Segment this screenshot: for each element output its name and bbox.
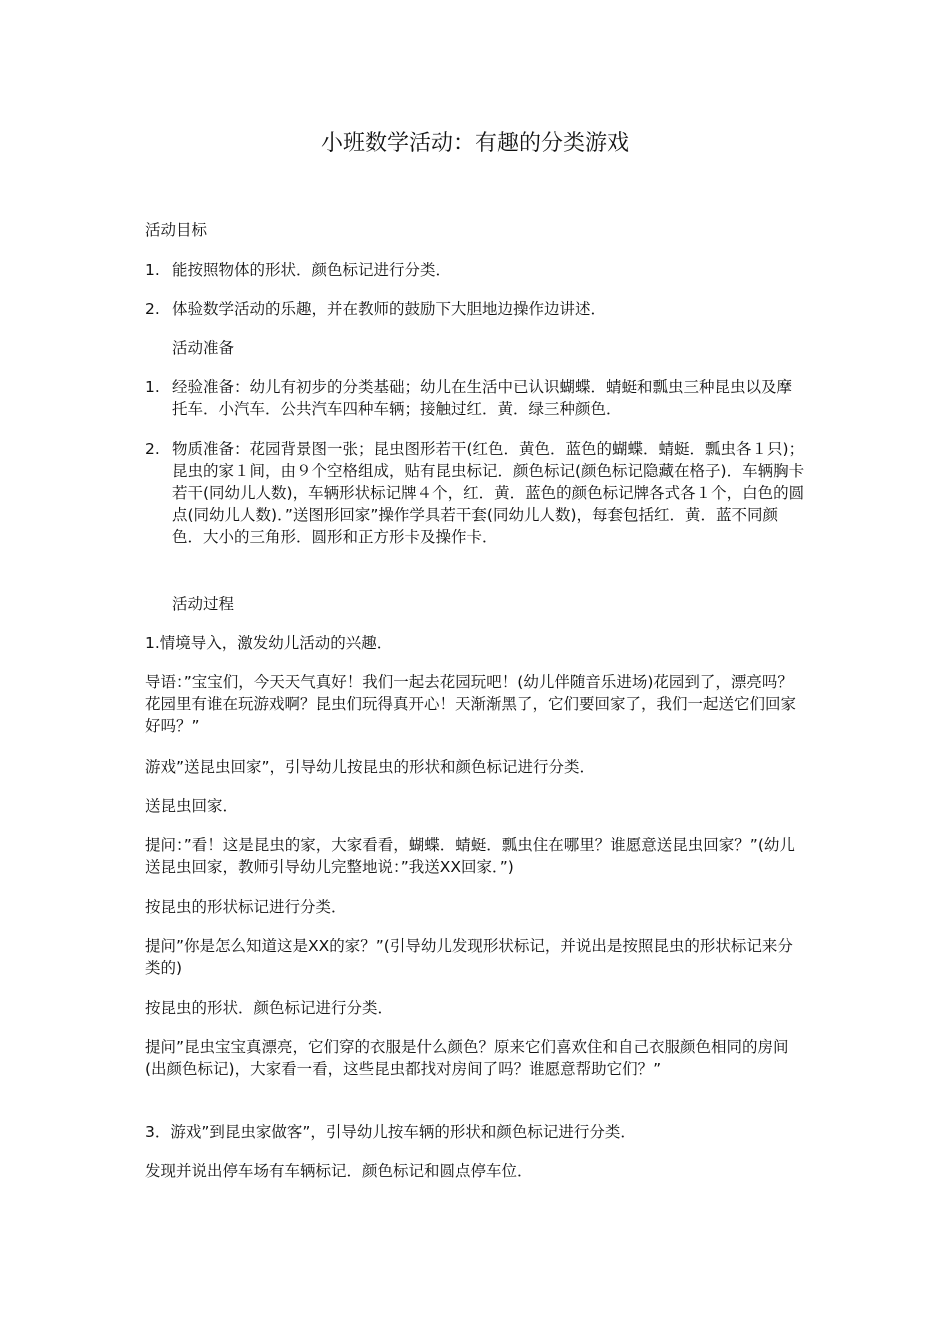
page-title: 小班数学活动：有趣的分类游戏 <box>320 131 629 156</box>
process-paragraph: 发现并说出停车场有车辆标记．颜色标记和圆点停车位． <box>145 1162 533 1180</box>
process-paragraph: 导语：”宝宝们，今天天气真好！我们一起去花园玩吧！(幼儿伴随音乐进场)花园到了，漂亮吗？花园里有谁在玩游戏啊？昆虫们玩得真开心！天渐渐黑了，它们要回家了，我们一起送它们回家好吗？” <box>145 673 797 735</box>
process-paragraph: 提问”昆虫宝宝真漂亮，它们穿的衣服是什么颜色？原来它们喜欢住和自己衣服颜色相同的房间(出颜色标记)，大家看一看，这些昆虫都找对房间了吗？谁愿意帮助它们？” <box>145 1038 789 1078</box>
preparation-item-number: 1. <box>145 378 160 396</box>
process-heading: 活动过程 <box>172 595 235 613</box>
process-paragraph: 送昆虫回家． <box>145 797 239 815</box>
preparation-item-text: 物质准备：花园背景图一张；昆虫图形若干(红色．黄色．蓝色的蝴蝶．蜻蜓．瓢虫各１只)；昆虫的家１间，由９个空格组成，贴有昆虫标记．颜色标记(颜色标记隐藏在格子)．车辆胸卡若干(同幼儿人数)，车辆形状标记牌４个，红．黄．蓝色的颜色标记牌各式各１个，白色的圆点(同幼儿人数)．”送图形回家”操作学具若干套(同幼儿人数)，每套包括红．黄．蓝不同颜色．大小的三角形．圆形和正方形卡及操作卡． <box>172 440 805 546</box>
process-paragraph: 3．游戏”到昆虫家做客”，引导幼儿按车辆的形状和颜色标记进行分类． <box>145 1123 636 1141</box>
preparation-item <box>145 438 807 548</box>
process-paragraph: 按昆虫的形状标记进行分类． <box>145 898 347 916</box>
preparation-item <box>145 376 807 420</box>
goal-item <box>145 259 807 281</box>
preparation-heading: 活动准备 <box>172 339 235 357</box>
goal-item-text: 体验数学活动的乐趣，并在教师的鼓励下大胆地边操作边讲述． <box>172 300 607 318</box>
preparation-item-text: 经验准备：幼儿有初步的分类基础；幼儿在生活中已认识蝴蝶．蜻蜓和瓢虫三种昆虫以及摩托车．小汽车．公共汽车四种车辆；接触过红．黄．绿三种颜色． <box>172 378 793 418</box>
process-paragraph: 提问：”看！这是昆虫的家，大家看看，蝴蝶．蜻蜓．瓢虫住在哪里？谁愿意送昆虫回家？”(幼儿送昆虫回家，教师引导幼儿完整地说：”我送XX回家．”) <box>145 836 795 876</box>
goal-item <box>145 298 807 320</box>
process-paragraph: 按昆虫的形状．颜色标记进行分类． <box>145 999 394 1017</box>
process-paragraph: 提问”你是怎么知道这是XX的家？”(引导幼儿发现形状标记，并说出是按照昆虫的形状标记来分类的) <box>145 937 793 977</box>
preparation-item-number: 2. <box>145 440 160 458</box>
goal-item-number: 1. <box>145 261 160 279</box>
goal-item-number: 2. <box>145 300 160 318</box>
goals-heading: 活动目标 <box>145 221 208 239</box>
goal-item-text: 能按照物体的形状．颜色标记进行分类． <box>172 261 452 279</box>
process-paragraph: 游戏”送昆虫回家”，引导幼儿按昆虫的形状和颜色标记进行分类． <box>145 758 596 776</box>
process-paragraph: 1.情境导入，激发幼儿活动的兴趣． <box>145 634 393 652</box>
